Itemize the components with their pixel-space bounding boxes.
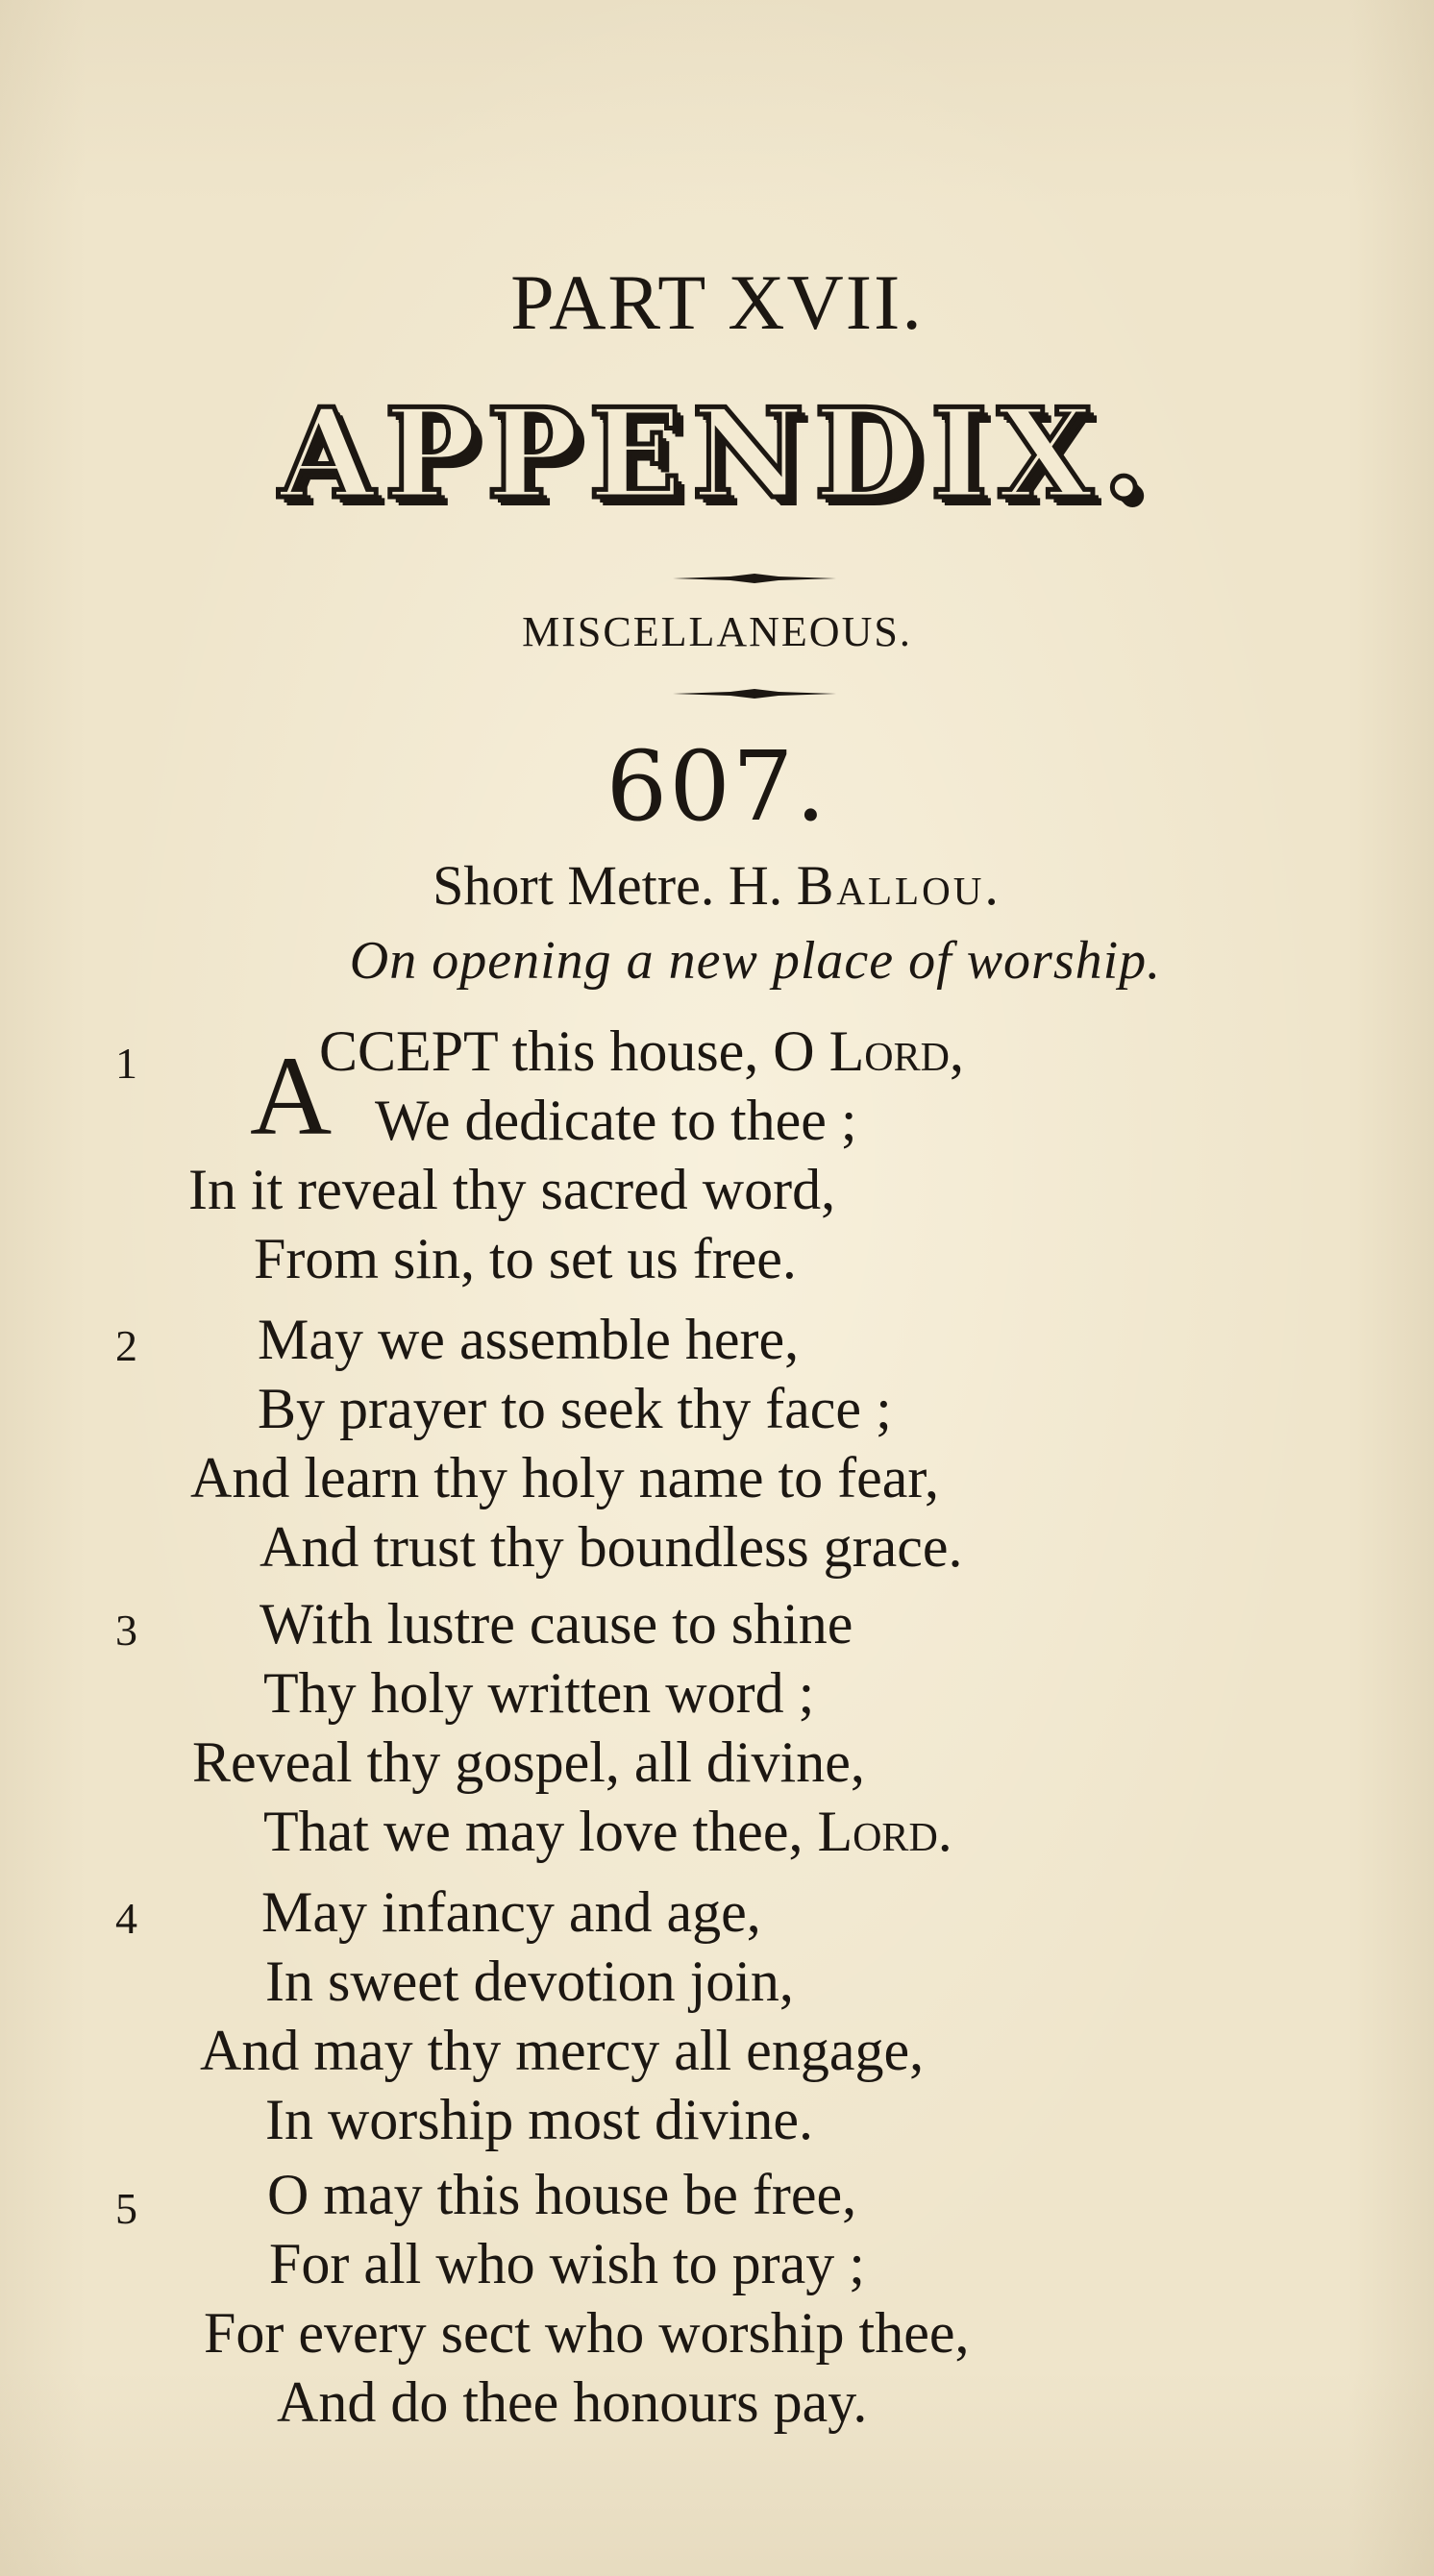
- verse-line: And may thy mercy all engage,: [200, 2019, 925, 2082]
- verse-2: [0, 1307, 1434, 1595]
- verse-number: 3: [115, 1606, 137, 1655]
- verse-3: [0, 1591, 1434, 1879]
- verse-line: In sweet devotion join,: [265, 1950, 794, 2013]
- verse-line: Thy holy written word ;: [263, 1661, 815, 1725]
- verse-line: By prayer to seek thy face ;: [258, 1377, 892, 1440]
- verse-line: May infancy and age,: [261, 1880, 761, 1944]
- verse-line: For every sect who worship thee,: [204, 2301, 970, 2365]
- verse-number: 4: [115, 1894, 137, 1943]
- verse-line: We dedicate to thee ;: [375, 1089, 857, 1152]
- verse-line: And trust thy boundless grace.: [260, 1515, 963, 1579]
- author-initial: H.: [728, 854, 783, 917]
- verse-line: For all who wish to pray ;: [269, 2232, 865, 2295]
- verse-number: 5: [115, 2184, 137, 2233]
- verse-line: And do thee honours pay.: [277, 2370, 868, 2434]
- verse-line: CCEPT this house, O Lord,: [319, 1019, 964, 1083]
- author-name: Ballou.: [796, 854, 1001, 917]
- metre-label: Short Metre.: [433, 854, 715, 917]
- verse-number: 2: [115, 1321, 137, 1370]
- verse-number: 1: [115, 1039, 137, 1088]
- verse-line: May we assemble here,: [258, 1308, 800, 1371]
- verse-line: Reveal thy gospel, all divine,: [192, 1730, 865, 1794]
- verse-line: That we may love thee, Lord.: [263, 1800, 952, 1863]
- section-title: APPENDIX.: [279, 382, 1155, 527]
- verse-line: From sin, to set us free.: [254, 1227, 797, 1290]
- verse-1: [0, 1018, 1434, 1307]
- hymn-number: 607.: [606, 730, 828, 843]
- hymn-metre-line: [0, 853, 1434, 918]
- verse-5: [0, 2162, 1434, 2450]
- part-title: PART XVII.: [510, 258, 924, 346]
- verse-line: O may this house be free,: [267, 2163, 857, 2226]
- verse-line: With lustre cause to shine: [260, 1592, 853, 1656]
- verse-line: In it reveal thy sacred word,: [188, 1158, 836, 1221]
- verse-line: In worship most divine.: [265, 2088, 813, 2151]
- verse-4: [0, 1879, 1434, 2168]
- subsection-title: MISCELLANEOUS.: [522, 608, 912, 655]
- lord-small-caps: Lord,: [828, 1019, 964, 1083]
- drop-cap: A: [250, 1033, 333, 1159]
- lord-small-caps: Lord.: [817, 1800, 952, 1863]
- verse-line: And learn thy holy name to fear,: [190, 1446, 940, 1509]
- hymn-occasion: On opening a new place of worship.: [349, 931, 1162, 991]
